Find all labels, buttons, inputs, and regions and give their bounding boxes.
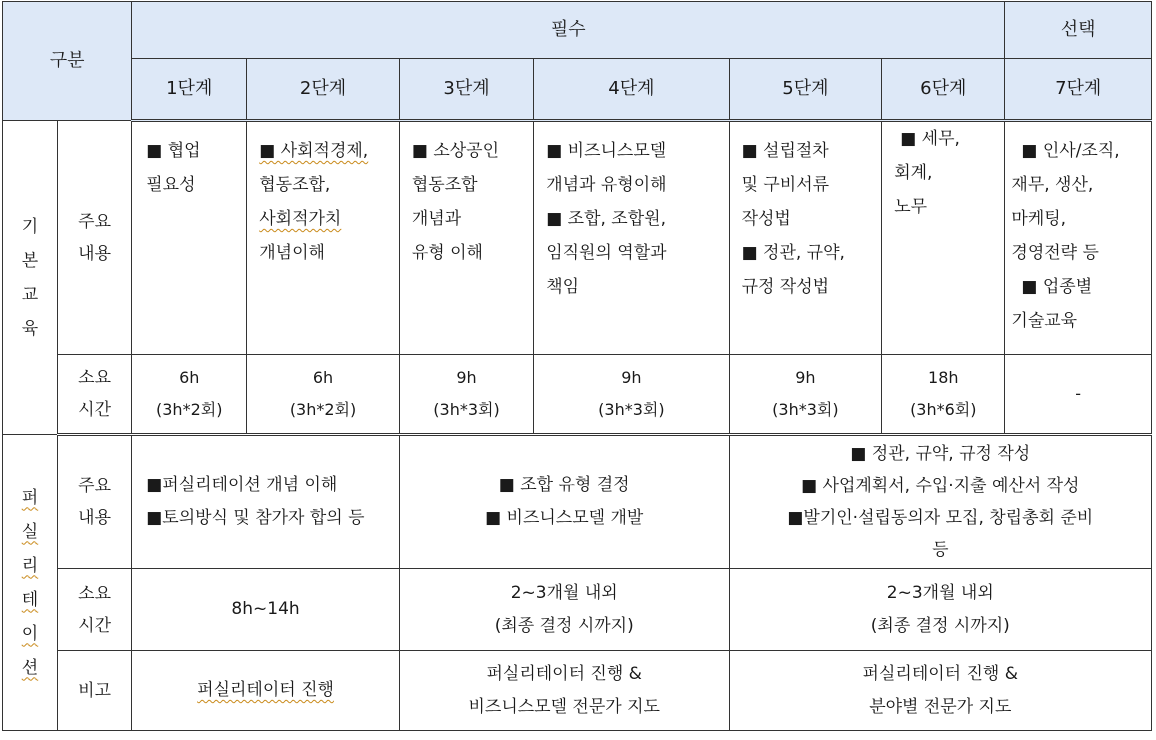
facil-note-steps-5-7 xyxy=(729,651,1151,731)
facil-section-label xyxy=(3,435,58,731)
step-1-header: 1단계 xyxy=(132,59,247,121)
section-char: 실 xyxy=(21,521,39,542)
content-line: ■ 사회적경제, xyxy=(259,141,369,161)
time-value: 2~3개월 내외 xyxy=(886,582,994,603)
facil-content-steps-3-4 xyxy=(399,435,729,569)
facil-time-steps-3-4 xyxy=(399,569,729,651)
section-char: 교 xyxy=(21,284,39,305)
content-line: ■ 정관, 규약, xyxy=(741,243,845,263)
label-line: 내용 xyxy=(78,243,112,264)
basic-time-label xyxy=(57,355,131,435)
time-detail: (최종 결정 시까지) xyxy=(870,615,1010,636)
label-line: 소요 xyxy=(78,368,112,388)
content-line: 등 xyxy=(932,540,949,560)
section-char: 이 xyxy=(21,623,39,644)
step-3-header: 3단계 xyxy=(399,59,533,121)
content-line: ■발기인·설립동의자 모집, 창립총회 준비 xyxy=(787,508,1094,528)
content-line: ■퍼실리테이션 개념 이해 xyxy=(146,475,338,495)
note-line: 퍼실리테이터 진행 & xyxy=(486,663,642,684)
step-7-header: 7단계 xyxy=(1005,59,1152,121)
basic-time-row xyxy=(3,355,1152,435)
time-detail: (3h*2회) xyxy=(156,400,223,419)
content-line: 유형 이해 xyxy=(411,243,483,263)
program-table-wrapper xyxy=(2,1,1152,731)
time-value: 2~3개월 내외 xyxy=(510,582,618,603)
content-line: ■ 정관, 규약, 규정 작성 xyxy=(850,444,1031,464)
content-line: 개념과 xyxy=(411,209,462,229)
content-line: 회계, xyxy=(894,163,933,183)
facil-content-steps-1-2 xyxy=(132,435,400,569)
content-line: 마케팅, xyxy=(1011,209,1067,229)
content-line: ■ 조합 유형 결정 xyxy=(498,475,630,495)
label-line: 주요 xyxy=(78,211,112,232)
label-line: 시간 xyxy=(78,400,112,420)
basic-section-label xyxy=(3,121,58,435)
time-detail: (3h*2회) xyxy=(289,400,357,419)
content-line: 작성법 xyxy=(741,209,791,229)
facil-time-steps-5-7 xyxy=(729,569,1151,651)
content-line: ■ 소상공인 xyxy=(411,141,500,161)
section-char: 션 xyxy=(21,657,39,678)
time-detail: (3h*6회) xyxy=(910,400,977,419)
time-value: 9h xyxy=(795,368,816,387)
basic-content-step-7 xyxy=(1005,121,1152,355)
basic-content-step-3 xyxy=(399,121,533,355)
time-detail: (3h*3회) xyxy=(433,400,500,419)
basic-content-label xyxy=(57,121,131,355)
content-line: 및 구비서류 xyxy=(741,175,830,195)
note-line: 퍼실리테이터 진행 & xyxy=(862,663,1018,684)
facil-note-label: 비고 xyxy=(57,651,131,731)
content-line: 협동조합, xyxy=(259,175,331,195)
optional-header: 선택 xyxy=(1005,2,1152,59)
content-line: ■ 비즈니스모델 xyxy=(546,141,667,161)
content-line: 노무 xyxy=(894,197,928,217)
basic-content-step-1 xyxy=(132,121,247,355)
facil-time-row xyxy=(3,569,1152,651)
section-char: 리 xyxy=(21,555,39,576)
content-line: 필요성 xyxy=(146,175,196,195)
basic-content-step-6 xyxy=(882,121,1005,355)
time-value: 6h xyxy=(312,368,334,387)
step-4-header: 4단계 xyxy=(534,59,729,121)
facil-contents-row xyxy=(3,435,1152,569)
basic-time-step-2 xyxy=(247,355,400,435)
label-line: 내용 xyxy=(78,508,112,528)
content-line: ■ 세무, xyxy=(900,129,960,149)
content-line: ■ 조합, 조합원, xyxy=(546,209,666,229)
required-header: 필수 xyxy=(132,2,1005,59)
facil-note-steps-3-4 xyxy=(399,651,729,731)
time-value: 18h xyxy=(928,368,959,387)
content-line: 임직원의 역할과 xyxy=(546,243,667,263)
note-line: 퍼실리테이터 진행 xyxy=(197,680,334,700)
content-line: 책임 xyxy=(546,277,580,297)
content-line: ■ 비즈니스모델 개발 xyxy=(485,508,644,528)
section-char: 퍼 xyxy=(21,487,39,508)
note-line: 분야별 전문가 지도 xyxy=(869,696,1012,717)
basic-contents-row xyxy=(3,121,1152,355)
basic-time-step-6 xyxy=(882,355,1005,435)
content-line: 경영전략 등 xyxy=(1011,243,1099,263)
category-header: 구분 xyxy=(3,2,132,121)
facil-content-label xyxy=(57,435,131,569)
content-line: ■ 업종별 xyxy=(1021,277,1093,297)
content-line: ■ 설립절차 xyxy=(741,141,829,161)
facil-note-steps-1-2 xyxy=(132,651,400,731)
time-detail: (3h*3회) xyxy=(598,400,665,419)
note-line: 비즈니스모델 전문가 지도 xyxy=(468,696,660,717)
step-5-header: 5단계 xyxy=(729,59,882,121)
content-line: ■ 인사/조직, xyxy=(1021,141,1120,161)
basic-time-step-1 xyxy=(132,355,247,435)
time-detail: (3h*3회) xyxy=(772,400,839,419)
basic-time-step-3 xyxy=(399,355,533,435)
basic-time-step-7 xyxy=(1005,355,1152,435)
header-row-1 xyxy=(3,2,1152,59)
basic-content-step-5 xyxy=(729,121,882,355)
basic-content-step-4 xyxy=(534,121,729,355)
time-value: 9h xyxy=(456,368,477,387)
education-program-table xyxy=(2,1,1152,731)
content-line: 개념이해 xyxy=(259,243,325,263)
facil-time-steps-1-2 xyxy=(132,569,400,651)
facil-note-row xyxy=(3,651,1152,731)
content-line: ■ 협업 xyxy=(146,141,201,161)
label-line: 소요 xyxy=(78,583,112,604)
content-line: 협동조합 xyxy=(411,175,478,195)
basic-time-step-5 xyxy=(729,355,882,435)
time-detail: (최종 결정 시까지) xyxy=(494,615,634,636)
content-line: 규정 작성법 xyxy=(741,277,830,297)
time-value: 6h xyxy=(179,368,200,387)
content-line: ■토의방식 및 참가자 합의 등 xyxy=(146,508,365,528)
step-2-header: 2단계 xyxy=(247,59,400,121)
time-value: 9h xyxy=(621,368,642,387)
facil-content-steps-5-7 xyxy=(729,435,1151,569)
content-line: 개념과 유형이해 xyxy=(546,175,667,195)
basic-content-step-2 xyxy=(247,121,400,355)
section-char: 육 xyxy=(21,318,39,339)
content-line: 재무, 생산, xyxy=(1011,175,1094,195)
section-char: 테 xyxy=(21,589,39,610)
label-line: 주요 xyxy=(78,476,112,496)
step-6-header: 6단계 xyxy=(882,59,1005,121)
time-value: - xyxy=(1075,384,1082,403)
section-char: 본 xyxy=(21,250,39,271)
label-line: 시간 xyxy=(78,615,112,636)
basic-time-step-4 xyxy=(534,355,729,435)
header-row-2 xyxy=(3,59,1152,121)
section-char: 기 xyxy=(21,216,39,237)
content-line: ■ 사업계획서, 수입·지출 예산서 작성 xyxy=(801,476,1080,496)
facil-time-label xyxy=(57,569,131,651)
time-value: 8h~14h xyxy=(231,599,300,619)
content-line: 기술교육 xyxy=(1011,311,1078,331)
content-line: 사회적가치 xyxy=(259,209,342,229)
